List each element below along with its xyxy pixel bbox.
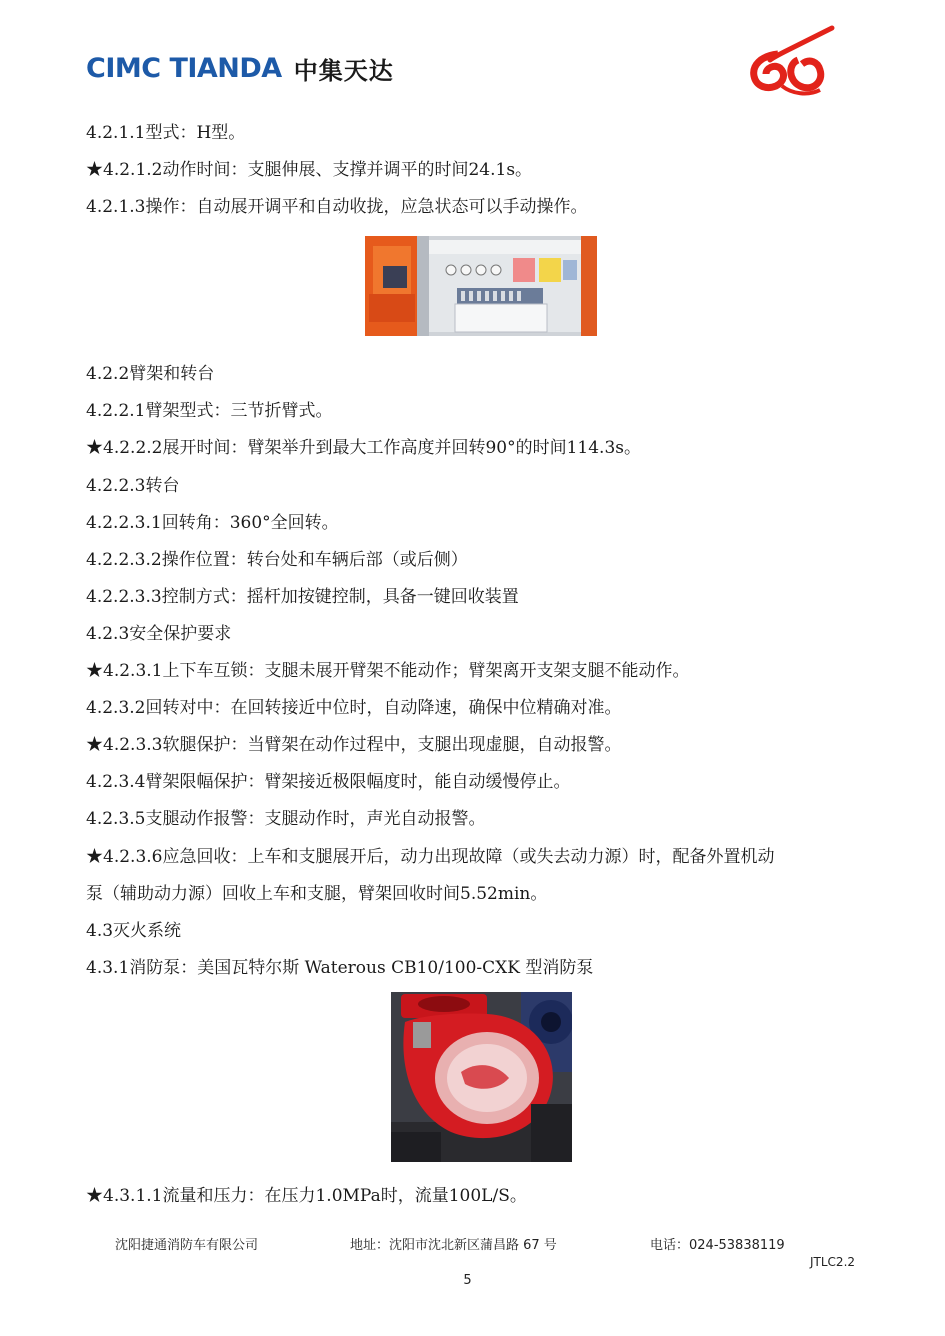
para-4-2-2-2: ★4.2.2.2展开时间：臂架举升到最大工作高度并回转90°的时间114.3s。	[86, 438, 641, 459]
para-4-2-1-2: ★4.2.1.2动作时间：支腿伸展、支撑并调平的时间24.1s。	[86, 160, 533, 181]
para-4-3-1: 4.3.1消防泵：美国瓦特尔斯 Waterous CB10/100-CXK 型消防泵	[86, 957, 594, 978]
para-4-3: 4.3灭火系统	[86, 920, 182, 941]
para-4-2-2-3-1: 4.2.2.3.1回转角：360°全回转。	[86, 512, 339, 533]
footer-address: 地址：沈阳市沈北新区蒲昌路 67 号	[350, 1238, 557, 1253]
para-4-2-3-2: 4.2.3.2回转对中：在回转接近中位时，自动降速，确保中位精确对准。	[86, 698, 622, 719]
footer-phone: 电话：024-53838119	[650, 1238, 785, 1253]
control-panel-photo	[365, 236, 597, 336]
para-4-2-2-1: 4.2.2.1臂架型式：三节折臂式。	[86, 401, 333, 422]
para-4-2-3-4: 4.2.3.4臂架限幅保护：臂架接近极限幅度时，能自动缓慢停止。	[86, 772, 571, 793]
para-4-2-1-1: 4.2.1.1型式：H型。	[86, 123, 246, 143]
brand-wordmark	[86, 50, 394, 86]
page-header	[0, 0, 945, 110]
para-4-2-3-3: ★4.2.3.3软腿保护：当臂架在动作过程中，支腿出现虚腿，自动报警。	[86, 735, 622, 756]
para-4-2-3-6-continued: 泵（辅助动力源）回收上车和支腿，臂架回收时间5.52min。	[86, 883, 548, 904]
para-4-2-3: 4.2.3安全保护要求	[86, 623, 232, 644]
para-4-2-3-5: 4.2.3.5支腿动作报警：支腿动作时，声光自动报警。	[86, 809, 486, 830]
para-4-2-3-6: ★4.2.3.6应急回收：上车和支腿展开后，动力出现故障（或失去动力源）时，配备外置机动	[86, 846, 775, 867]
page-number: 5	[463, 1273, 472, 1288]
para-4-2-3-1: ★4.2.3.1上下车互锁：支腿未展开臂架不能动作；臂架离开支架支腿不能动作。	[86, 661, 690, 682]
para-4-2-2-3-2: 4.2.2.3.2操作位置：转台处和车辆后部（或后侧）	[86, 549, 468, 570]
para-4-3-1-1: ★4.3.1.1流量和压力：在压力1.0MPa时，流量100L/S。	[86, 1185, 527, 1206]
para-4-2-2: 4.2.2臂架和转台	[86, 364, 215, 385]
para-4-2-2-3-3: 4.2.2.3.3控制方式：摇杆加按键控制，具备一键回收装置	[86, 586, 519, 607]
footer-doc-code: JTLC2.2	[810, 1255, 856, 1269]
footer-company: 沈阳捷通消防车有限公司	[115, 1238, 259, 1253]
company-logo-icon	[748, 24, 838, 96]
document-body	[86, 115, 876, 1215]
brand-name-english: CIMC TIANDA	[86, 52, 282, 84]
para-4-2-2-3: 4.2.2.3转台	[86, 475, 180, 496]
para-4-2-1-3: 4.2.1.3操作：自动展开调平和自动收拢，应急状态可以手动操作。	[86, 197, 588, 218]
fire-pump-photo	[391, 992, 572, 1162]
brand-name-chinese: 中集天达	[293, 56, 394, 85]
